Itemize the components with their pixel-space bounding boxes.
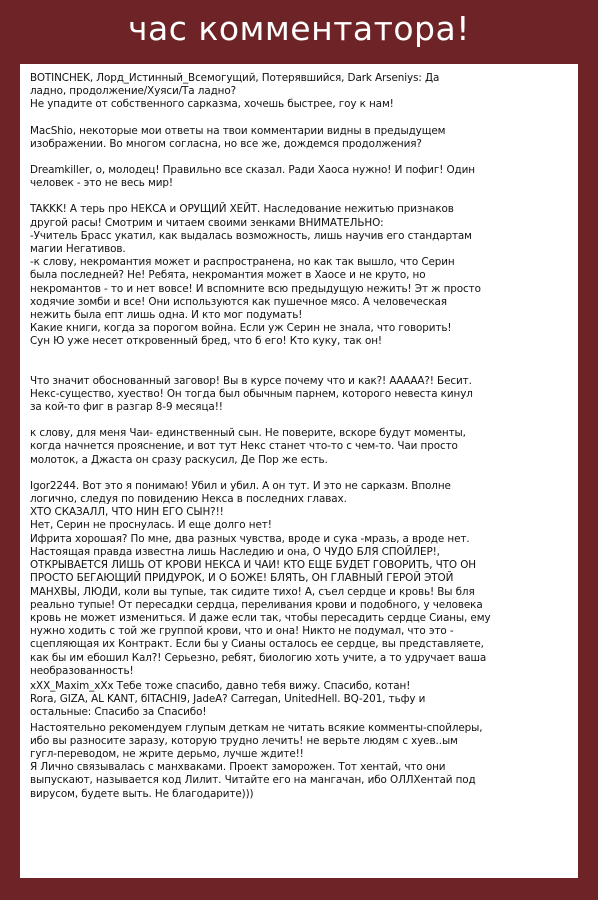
text-line: Настоятельно рекомендуем глупым деткам не читать всякие комменты-спойлеры, bbox=[30, 721, 483, 734]
text-line: человек - это не весь мир! bbox=[30, 177, 173, 190]
text-line: Я Лично связывалась с манхваками. Проект заморожен. Тот хентай, что они bbox=[30, 761, 446, 774]
text-line: остальные: Спасибо за Спасибо! bbox=[30, 706, 207, 719]
text-line: Какие книги, когда за порогом война. Если уж Серин не знала, что говорить! bbox=[30, 322, 452, 335]
text-line: Некс-существо, хуество! Он тогда был обычным парнем, которого невеста кинул bbox=[30, 387, 473, 400]
header-bar bbox=[0, 0, 598, 62]
reply-paragraph bbox=[30, 480, 570, 678]
text-line: к слову, для меня Чаи- единственный сын. Не поверите, вскоре будут моменты, bbox=[30, 427, 466, 440]
text-line: Нет, Серин не проснулась. И еще долго нет! bbox=[30, 519, 272, 532]
text-line: ходячие зомби и все! Они используются как пушечное мясо. А человеческая bbox=[30, 295, 447, 308]
comment-text-panel bbox=[20, 64, 578, 878]
reply-paragraph bbox=[30, 722, 570, 801]
reply-paragraph bbox=[30, 125, 570, 151]
text-line: Сун Ю уже несет откровенный бред, что б его! Кто куку, так он! bbox=[30, 335, 382, 348]
text-line: некромантов - то и нет вовсе! И вспомните всю предыдущую нежить! Эт ж просто bbox=[30, 282, 481, 295]
text-line: Ифрита хорошая? По мне, два разных чувства, вроде и сука -мразь, а вроде нет. bbox=[30, 532, 470, 545]
text-line: ПРОСТО БЕГАЮЩИЙ ПРИДУРОК, И О БОЖЕ! БЛЯТЬ, ОН ГЛАВНЫЙ ГЕРОЙ ЭТОЙ bbox=[30, 572, 454, 585]
text-line: Dreamkiller, о, молодец! Правильно все сказал. Ради Хаоса нужно! И пофиг! Один bbox=[30, 164, 475, 177]
text-line: Что значит обоснованный заговор! Вы в курсе почему что и как?! ААААА?! Бесит. bbox=[30, 374, 472, 387]
reply-paragraph bbox=[30, 164, 570, 190]
text-line: молоток, а Джаста он сразу раскусил, Де Пор же есть. bbox=[30, 453, 328, 466]
text-line: MacShio, некоторые мои ответы на твои комментарии видны в предыдущем bbox=[30, 124, 446, 137]
text-line: сцепляющая их Контракт. Если бы у Сианы осталось ее сердце, вы представляете, bbox=[30, 638, 484, 651]
text-line: реально тупые! От пересадки сердца, переливания крови и подобного, у человека bbox=[30, 598, 483, 611]
reply-paragraph bbox=[30, 375, 570, 415]
text-line: Rora, GIZA, AL KANT, бITACHI9, JadeA? Carregan, UnitedHell. BQ-201, тьфу и bbox=[30, 693, 426, 706]
text-line: нежить была епт лишь одна. И кто мог подумать! bbox=[30, 309, 303, 322]
text-line: -Учитель Брасс укатил, как выдалась возможность, лишь научив его стандартам bbox=[30, 229, 472, 242]
text-line: необразованность! bbox=[30, 664, 134, 677]
text-line: вирусом, будете выть. Не благодарите))) bbox=[30, 787, 254, 800]
reply-paragraph bbox=[30, 203, 570, 348]
text-line: когда начнется прояснение, и вот тут Некс станет что-то с чем-то. Чаи просто bbox=[30, 440, 458, 453]
text-line: за кой-то фиг в разгар 8-9 месяца!! bbox=[30, 401, 223, 414]
text-line: ладно, продолжение/Хуяси/Та ладно? bbox=[30, 85, 237, 98]
text-line: выпускают, называется код Лилит. Читайте его на мангачан, ибо ОЛЛХентай под bbox=[30, 774, 476, 787]
text-line: ХТО СКАЗАЛЛ, ЧТО НИН ЕГО СЫН?!! bbox=[30, 506, 224, 519]
text-line: -к слову, некромантия может и распространена, но как так вышло, что Серин bbox=[30, 256, 455, 269]
text-line: логично, следуя по повидению Некса в последних главах. bbox=[30, 493, 347, 506]
text-line: гугл-переводом, не жрите дерьмо, лучше ждите!! bbox=[30, 747, 304, 760]
text-line: xXX_Maxim_xXx Тебе тоже спасибо, давно тебя вижу. Спасибо, котан! bbox=[30, 679, 411, 692]
page-title: час комментатора! bbox=[128, 8, 470, 48]
text-line: магии Негативов. bbox=[30, 243, 126, 256]
text-line: нужно ходить с той же группой крови, что и она! Никто не подумал, что это - bbox=[30, 625, 454, 638]
text-line: ОТКРЫВАЕТСЯ ЛИШЬ ОТ КРОВИ НЕКСА И ЧАИ! КТО ЕЩЕ БУДЕТ ГОВОРИТЬ, ЧТО ОН bbox=[30, 559, 476, 572]
text-line: ибо вы разносите заразу, которую трудно лечить! не верьте людям с хуев..ым bbox=[30, 734, 458, 747]
reply-paragraph bbox=[30, 72, 570, 112]
text-line: МАНХВЫ, ЛЮДИ, коли вы тупые, так сидите тихо! А, съел сердце и кровь! Вы бля bbox=[30, 585, 475, 598]
text-line: изображении. Во многом согласна, но все же, дождемся продолжения? bbox=[30, 137, 422, 150]
text-line: кровь не может измениться. И даже если так, чтобы пересадить сердце Сианы, ему bbox=[30, 611, 491, 624]
text-line: была последней? Не! Ребята, некромантия может в Хаосе и не круто, но bbox=[30, 269, 426, 282]
text-line: BOTINCHEK, Лорд_Истинный_Всемогущий, Потерявшийся, Dark Arseniys: Да bbox=[30, 72, 440, 84]
text-line: Igor2244. Вот это я понимаю! Убил и убил. А он тут. И это не сарказм. Вполне bbox=[30, 479, 451, 492]
text-line: Не упадите от собственного сарказма, хочешь быстрее, гоу к нам! bbox=[30, 98, 394, 111]
text-line: Настоящая правда известна лишь Наследию и она, О ЧУДО БЛЯ СПОЙЛЕР!, bbox=[30, 545, 440, 558]
text-line: как бы им ебошил Кал?! Серьезно, ребят, биологию хоть учите, а то удручает ваша bbox=[30, 651, 487, 664]
text-line: другой расы! Смотрим и читаем своими зенками ВНИМАТЕЛЬНО: bbox=[30, 216, 384, 229]
reply-paragraph bbox=[30, 680, 570, 720]
reply-paragraph bbox=[30, 427, 570, 467]
text-line: TAKKK! А терь про НЕКСА и ОРУЩИЙ ХЕЙТ. Наследование нежитью признаков bbox=[30, 203, 454, 216]
